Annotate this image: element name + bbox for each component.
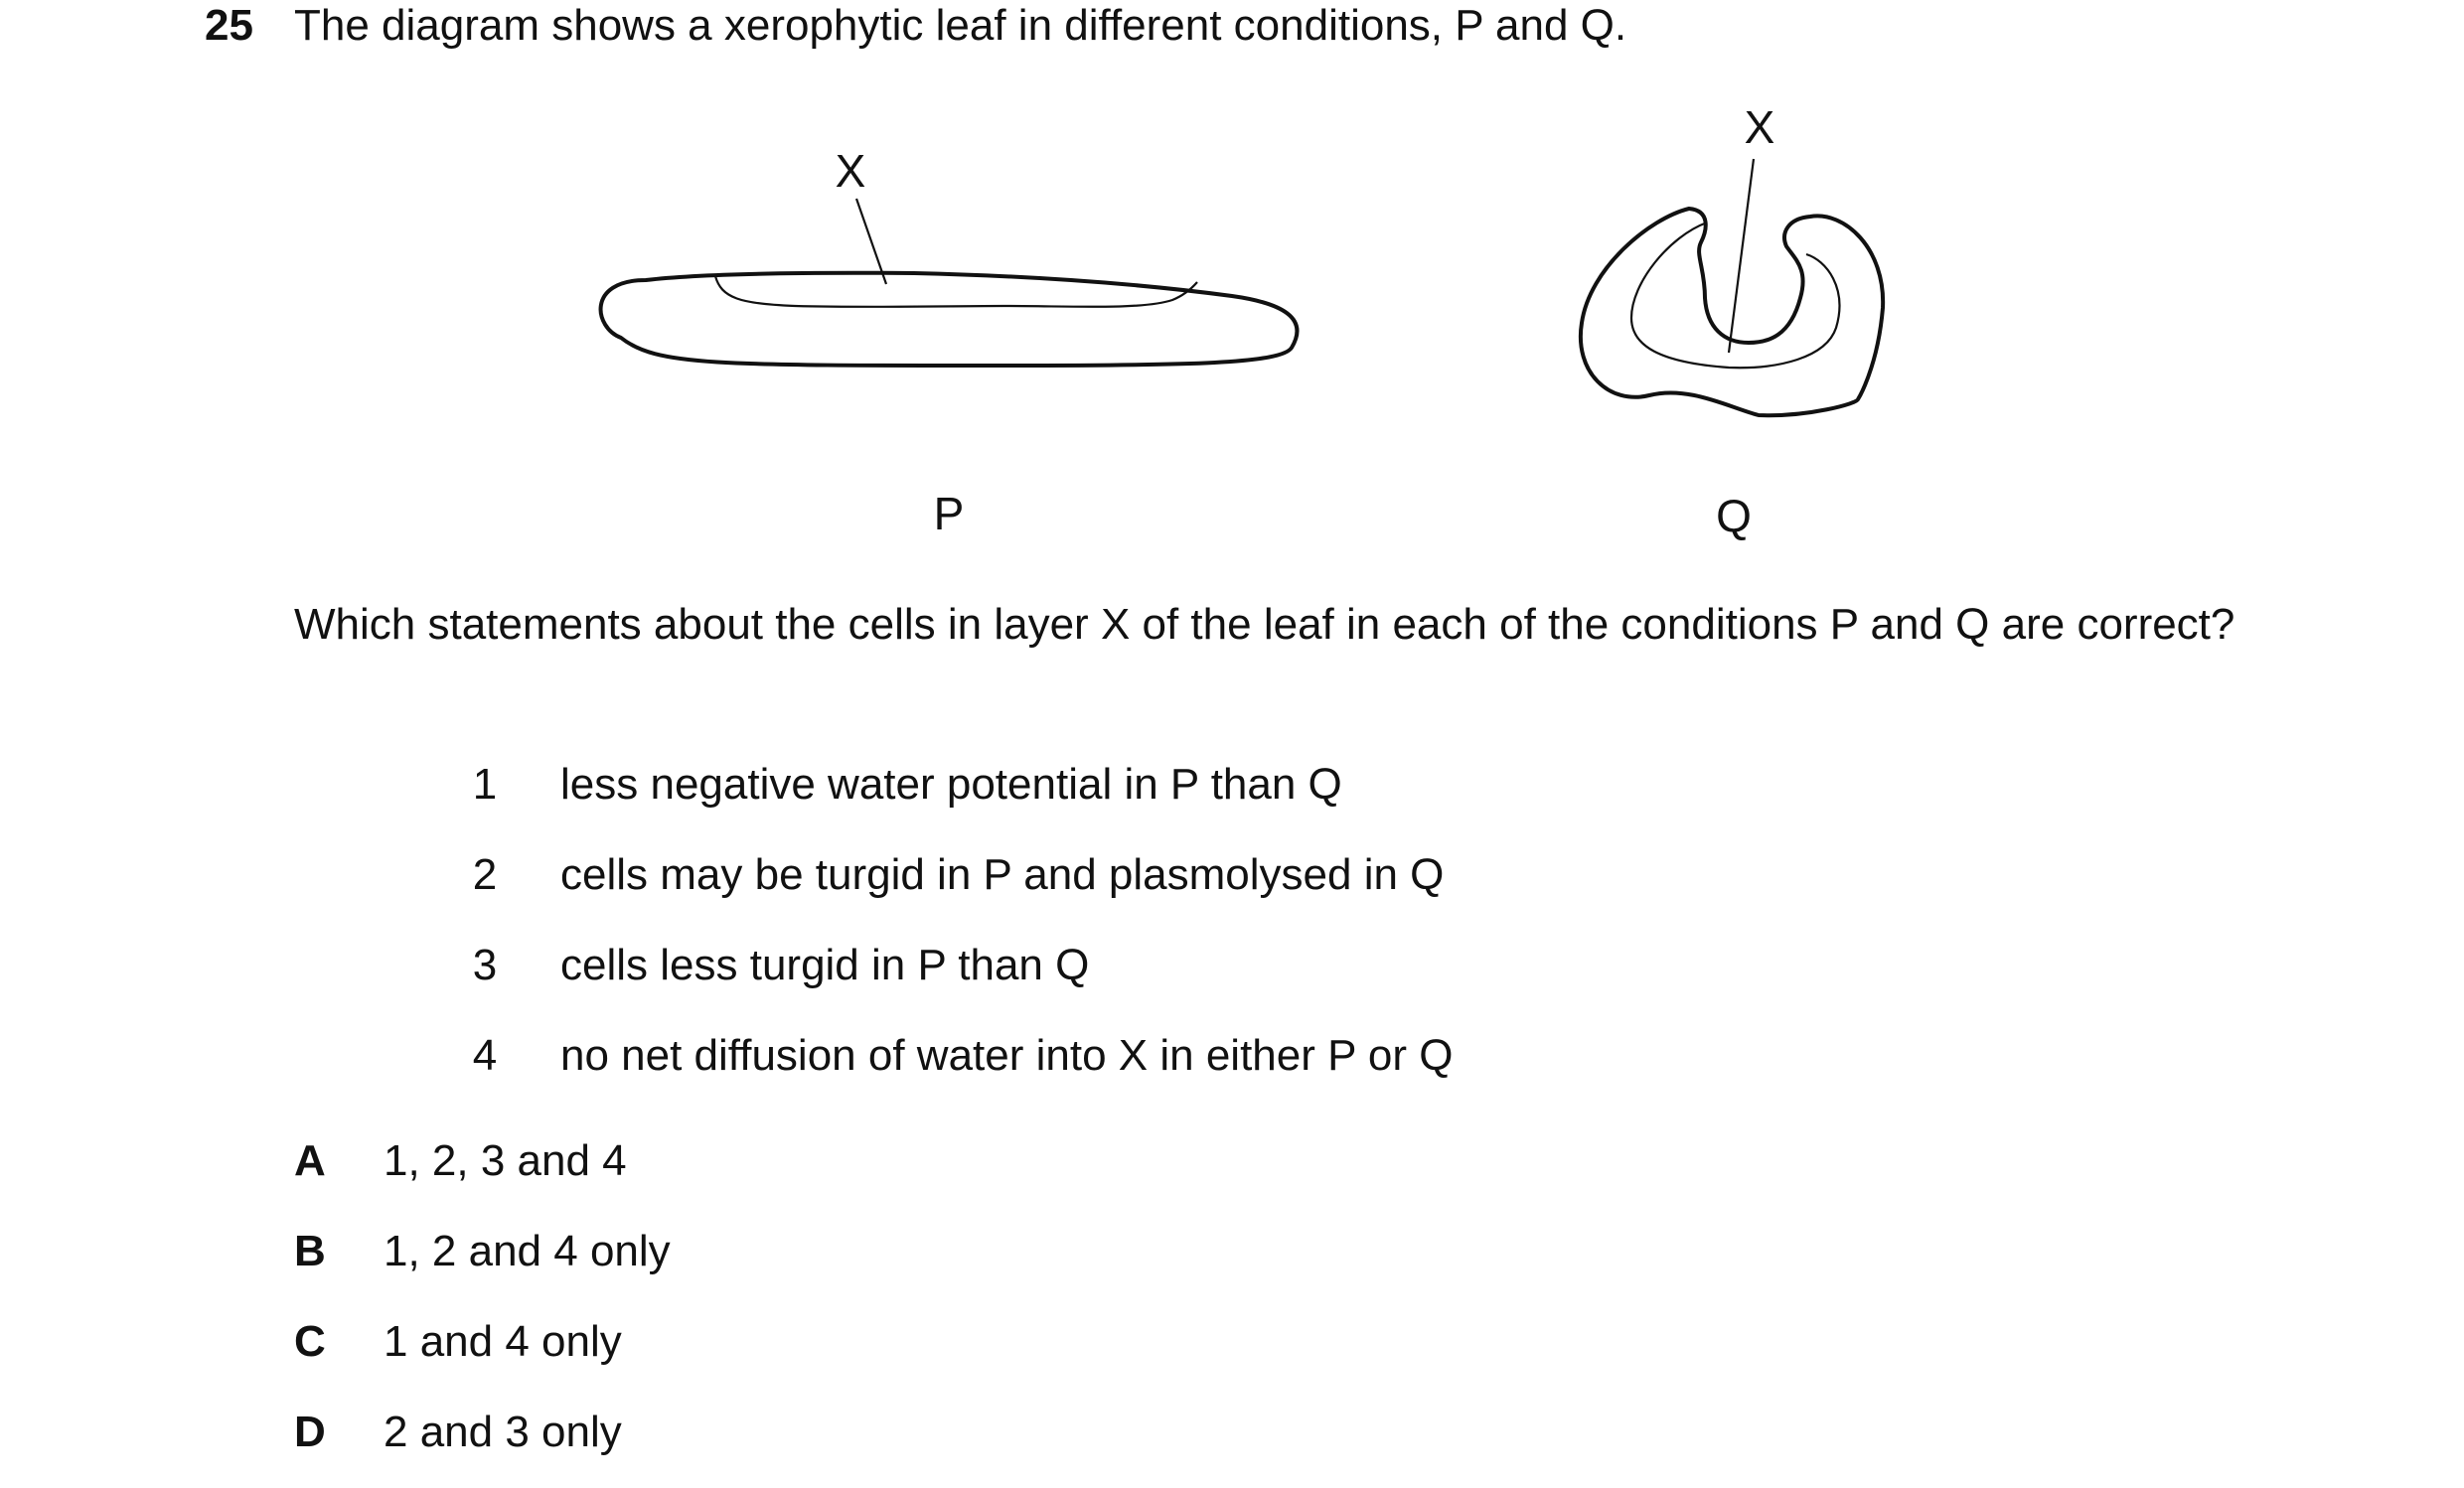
leaf-diagram: [0, 0, 2464, 556]
option-letter-b[interactable]: B: [294, 1227, 326, 1275]
statement-text: no net diffusion of water into X in either P or Q: [560, 1031, 1454, 1080]
leaf-p-x-label: X: [835, 145, 866, 197]
option-letter-c[interactable]: C: [294, 1317, 326, 1366]
option-text-d[interactable]: 2 and 3 only: [384, 1408, 622, 1456]
leaf-q-outline: [1581, 209, 1883, 415]
option-text-c[interactable]: 1 and 4 only: [384, 1317, 622, 1366]
option-letter-a[interactable]: A: [294, 1136, 326, 1185]
leaf-p-condition-label: P: [933, 488, 965, 539]
leaf-p: [601, 145, 1298, 539]
leaf-p-layer-x: [715, 276, 1197, 307]
statement-number: 3: [472, 941, 498, 989]
statement-number: 4: [472, 1031, 498, 1080]
leaf-q: [1581, 101, 1883, 541]
statement-text: cells less turgid in P than Q: [560, 941, 1090, 989]
option-letter-d[interactable]: D: [294, 1408, 326, 1456]
statement-text: cells may be turgid in P and plasmolysed in Q: [560, 850, 1445, 899]
option-text-a[interactable]: 1, 2, 3 and 4: [384, 1136, 627, 1185]
question-stem: Which statements about the cells in layer X of the leaf in each of the conditions P and Q are correct?: [294, 600, 2235, 649]
leaf-q-pointer-line: [1729, 159, 1754, 353]
leaf-q-x-label: X: [1744, 101, 1775, 153]
leaf-q-condition-label: Q: [1716, 490, 1752, 541]
statement-number: 1: [472, 760, 498, 809]
statement-number: 2: [472, 850, 498, 899]
statement-text: less negative water potential in P than Q: [560, 760, 1342, 809]
option-text-b[interactable]: 1, 2 and 4 only: [384, 1227, 671, 1275]
question-title: The diagram shows a xerophytic leaf in different conditions, P and Q.: [294, 1, 1627, 50]
question-number: 25: [205, 1, 253, 50]
